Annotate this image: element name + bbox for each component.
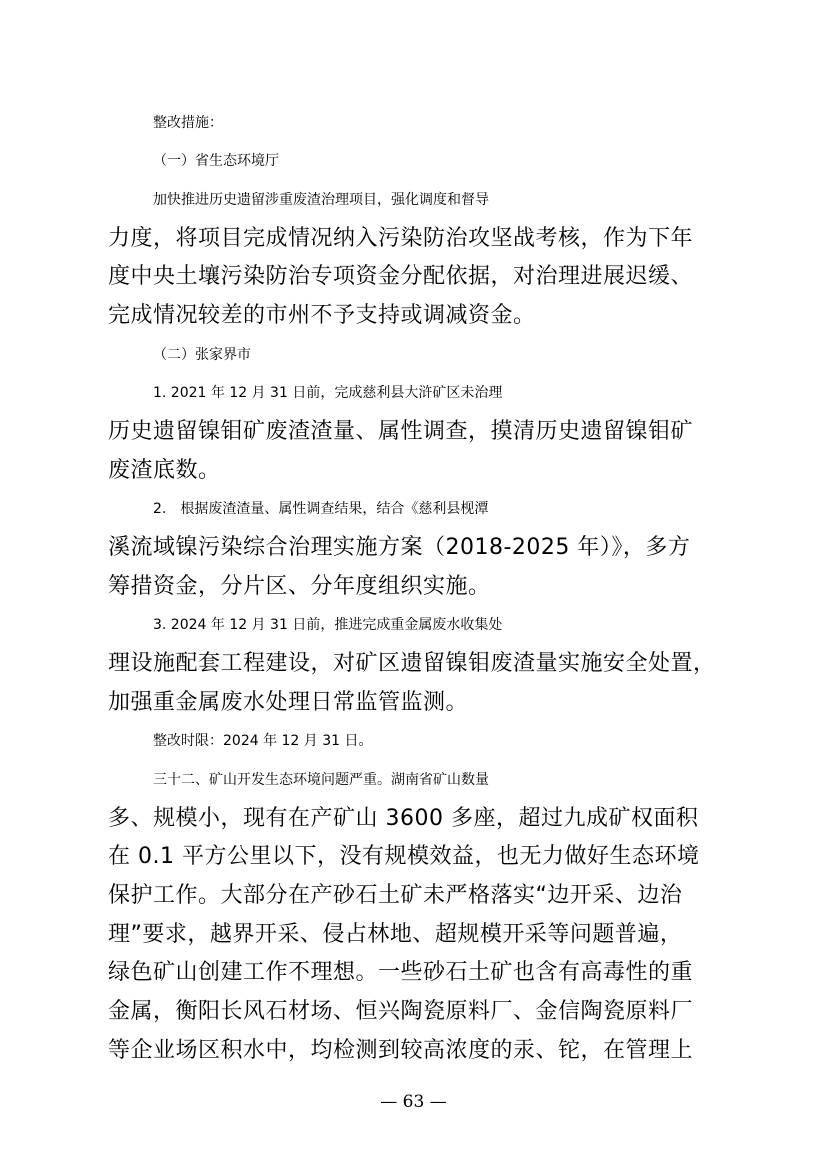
text-line: 废渣底数。 bbox=[108, 458, 221, 483]
text-line: 三十二、矿山开发生态环境问题严重。湖南省矿山数量 bbox=[153, 772, 489, 788]
text-line: 整改时限：2024 年 12 月 31 日。 bbox=[153, 733, 373, 749]
text-line: （一）省生态环境厅 bbox=[153, 153, 279, 169]
text-line: 理”要求，越界开采、侵占林地、超规模开采等问题普遍， bbox=[108, 922, 683, 947]
text-line: 力度，将项目完成情况纳入污染防治攻坚战考核，作为下年 bbox=[108, 226, 694, 251]
text-line: 溪流域镍污染综合治理实施方案（2018-2025 年）》，多方 bbox=[108, 535, 691, 560]
text-line: 保护工作。大部分在产砂石土矿未严格落实“边开采、边治 bbox=[108, 883, 683, 908]
text-line: 加快推进历史遗留涉重废渣治理项目，强化调度和督导 bbox=[153, 192, 489, 208]
text-line: 历史遗留镍钼矿废渣渣量、属性调查，摸清历史遗留镍钼矿 bbox=[108, 419, 694, 444]
text-line: 金属，衡阳长风石材场、恒兴陶瓷原料厂、金信陶瓷原料厂 bbox=[108, 999, 694, 1024]
text-line: 2. 根据废渣渣量、属性调查结果，结合《慈利县枧潭 bbox=[153, 501, 489, 517]
text-line: 等企业场区积水中，均检测到较高浓度的汞、铊，在管理上 bbox=[108, 1038, 694, 1063]
text-line: 多、规模小，现有在产矿山 3600 多座，超过九成矿权面积 bbox=[108, 806, 699, 831]
text-line: 1. 2021 年 12 月 31 日前，完成慈利县大浒矿区未治理 bbox=[153, 385, 503, 401]
text-line: 在 0.1 平方公里以下，没有规模效益，也无力做好生态环境 bbox=[108, 844, 700, 869]
text-line: 绿色矿山创建工作不理想。一些砂石土矿也含有高毒性的重 bbox=[108, 960, 694, 985]
text-line: 筹措资金，分片区、分年度组织实施。 bbox=[108, 574, 491, 599]
text-line: 理设施配套工程建设，对矿区遗留镍钼废渣量实施安全处置， bbox=[108, 651, 716, 676]
text-line: 完成情况较差的市州不予支持或调减资金。 bbox=[108, 303, 536, 328]
text-line: 度中央土壤污染防治专项资金分配依据，对治理进展迟缓、 bbox=[108, 264, 694, 289]
text-line: （二）张家界市 bbox=[153, 347, 251, 363]
page-number: — 63 — bbox=[380, 1092, 447, 1112]
text-line: 整改措施： bbox=[153, 115, 223, 131]
text-line: 加强重金属废水处理日常监管监测。 bbox=[108, 690, 469, 715]
text-line: 3. 2024 年 12 月 31 日前，推进完成重金属废水收集处 bbox=[153, 617, 503, 633]
